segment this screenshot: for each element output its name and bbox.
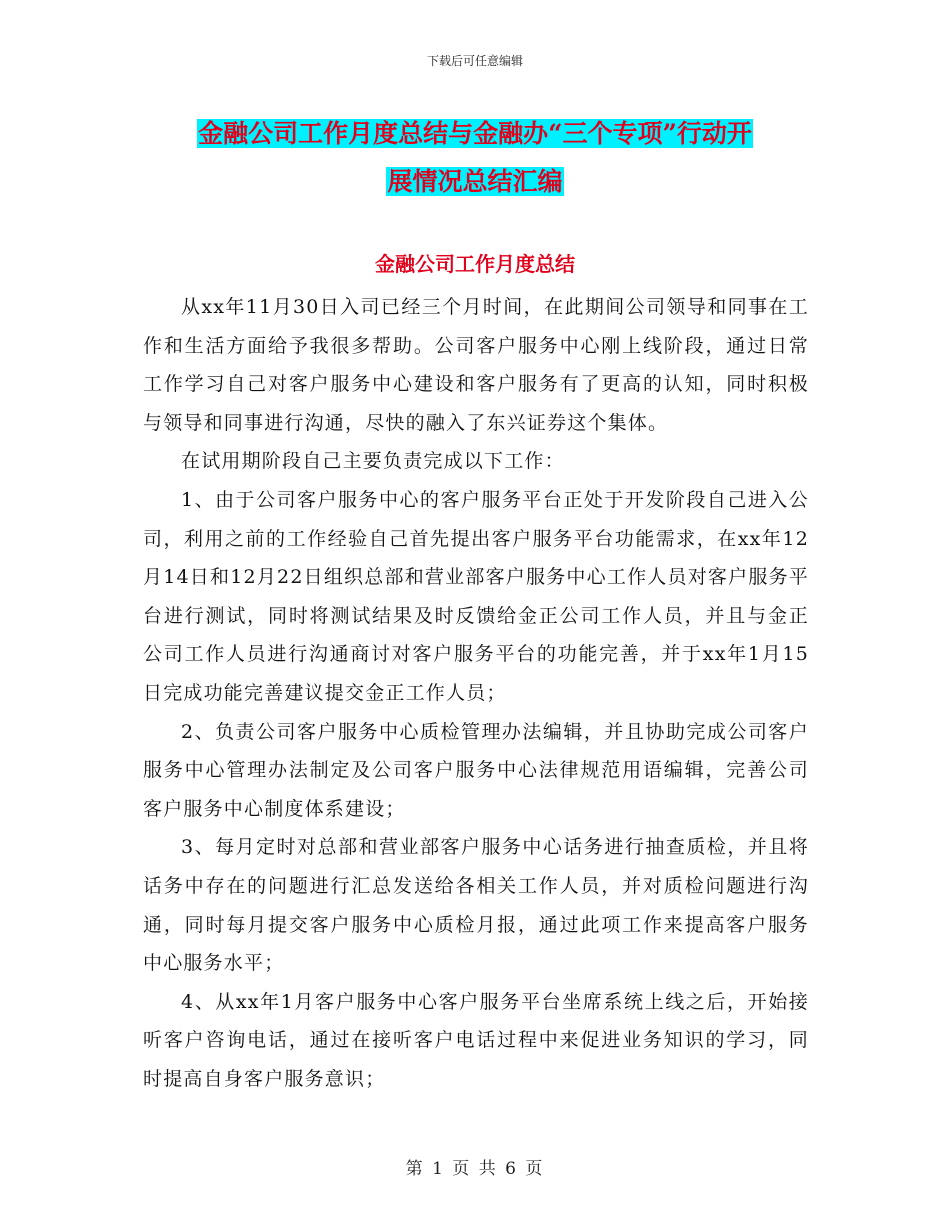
document-body xyxy=(143,288,809,1098)
paragraph-work-intro: 在试用期阶段自己主要负责完成以下工作： xyxy=(181,450,565,473)
document-title-line-1: 金融公司工作月度总结与金融办“三个专项”行动开 xyxy=(198,119,752,148)
paragraph-item-4: 4、从xx年1月客户服务中心客户服务平台坐席系统上线之后，开始接听客户咨询电话，通过在接听客户电话过程中来促进业务知识的学习，同时提高自身客户服务意识； xyxy=(143,990,809,1090)
paragraph-item-1: 1、由于公司客户服务中心的客户服务平台正处于开发阶段自己进入公司，利用之前的工作经验自己首先提出客户服务平台功能需求，在xx年12月14日和12月22日组织总部和营业部客户服务中心工作人员对客户服务平台进行测试，同时将测试结果及时反馈给金正公司工作人员，并且与金正公司工作人员进行沟通商讨对客户服务平台的功能完善，并于xx年1月15日完成功能完善建议提交金正工作人员； xyxy=(143,488,809,704)
paragraph-item-3: 3、每月定时对总部和营业部客户服务中心话务进行抽查质检，并且将话务中存在的问题进行汇总发送给各相关工作人员，并对质检问题进行沟通，同时每月提交客户服务中心质检月报，通过此项工作来提高客户服务中心服务水平； xyxy=(143,836,809,975)
paragraph-item-2: 2、负责公司客户服务中心质检管理办法编辑，并且协助完成公司客户服务中心管理办法制定及公司客户服务中心法律规范用语编辑，完善公司客户服务中心制度体系建设； xyxy=(143,720,809,820)
paragraph-intro: 从xx年11月30日入司已经三个月时间，在此期间公司领导和同事在工作和生活方面给予我很多帮助。公司客户服务中心刚上线阶段，通过日常工作学习自己对客户服务中心建设和客户服务有了更高的认知，同时积极与领导和同事进行沟通，尽快的融入了东兴证券这个集体。 xyxy=(143,296,809,434)
page-footer: 第 1 页 共 6 页 xyxy=(405,1159,545,1179)
document-title-line-2: 展情况总结汇编 xyxy=(387,167,563,196)
section-title: 金融公司工作月度总结 xyxy=(375,252,575,276)
document-title xyxy=(140,110,810,206)
page-header: 下载后可任意编辑 xyxy=(426,54,523,68)
